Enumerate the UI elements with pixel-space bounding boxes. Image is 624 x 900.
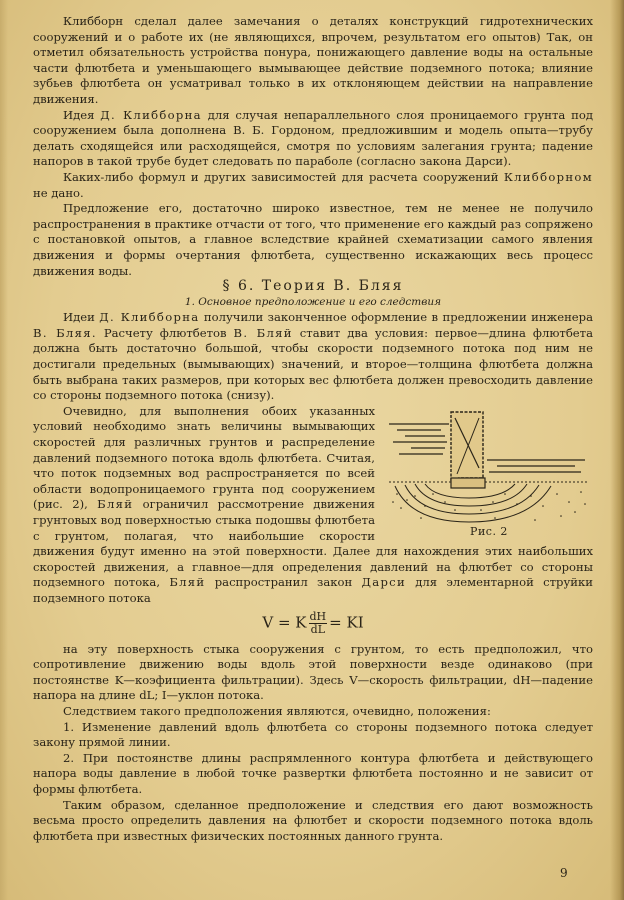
author-name-bligh: Бляй <box>97 497 134 512</box>
text-fragment: ограничил рассмотрение движения грунтовых вод поверхностью стыка подошвы флютбета с грунтом, полагая, что наибольшие скорости движения будут именно на этой поверхности. Далее для нахождения этих наибольших скоростей движения, а главное—для определения давлений на флютбет со стороны подземного потока, <box>33 497 593 590</box>
paragraph-assumption: на эту поверхность стыка сооружения с грунтом, то есть предположил, что сопротивление движению воды вдоль этой поверхности везде одинаково (при постоянстве K—коэфициента фильтрации). Здесь V—скорость фильтрации, dH—падение напора на длине dL; I—уклон потока. <box>33 641 593 703</box>
text-fragment: распространил закон <box>214 575 353 590</box>
text-fragment: не дано. <box>33 185 84 200</box>
formula-lhs: V = K <box>262 613 307 632</box>
section-title: § 6. Теория В. Бляя <box>222 278 404 295</box>
text-fragment: Каких-либо формул и других зависимостей для расчета сооружений <box>63 169 499 184</box>
text-fragment: Идея <box>63 107 95 122</box>
formula-fraction <box>309 611 328 636</box>
paragraph-proposal: Предложение его, достаточно широко известное, тем не менее не получило распространения в практике отчасти от того, что применение его каждый раз сопряжено с постановкой опытов, а главное вследствие крайней схематизации самого явления движения и формы очертания флютбета, существенно искажающих весь процесс движения воды. <box>33 201 593 278</box>
figure-block <box>33 404 593 607</box>
page-edge-left <box>0 0 8 900</box>
text-fragment: для элементарной струйки подземного потока <box>33 575 593 605</box>
darcy-formula <box>33 611 593 636</box>
paragraph-bligh-conditions <box>33 310 593 404</box>
upstream-water-lines <box>389 424 449 454</box>
figure-caption: Рис. 2 <box>470 525 508 539</box>
author-name-bligh: Бляй <box>169 575 206 590</box>
soil-texture <box>392 491 586 521</box>
text-fragment: Идеи <box>63 310 95 325</box>
paragraph-no-formulas <box>33 170 593 201</box>
text-fragment: получили законченное оформление в предложении инженера <box>203 310 594 325</box>
text-fragment: Очевидно, для выполнения обоих указанных условий необходимо знать величины вымывающих скоростей для различных грунтов и распределение давлений подземного потока вдоль флютбета. Считая, что поток подземных вод распространяется по всей области водопроницаемого грунта под сооружением (рис. 2), <box>33 403 375 512</box>
author-name-darcy: Дарси <box>361 575 406 590</box>
page-body <box>33 14 593 844</box>
text-fragment: для случая непараллельного слоя проницаемого грунта под сооружением была дополнена В. Б. Гордоном, предложившим и модель опыта—трубу делать сходящейся или расходящейся, смотря по условиям залегания грунта; падение напоров в такой трубе будет следовать по параболе (согласно закона Дарси). <box>33 107 594 169</box>
page-number: 9 <box>560 866 568 880</box>
list-item-consequence-2: 2. При постоянстве длины распрямленного контура флютбета и действующего напора воды давление в любой точке развертки флютбета постоянно и не зависит от формы флютбета. <box>33 750 593 796</box>
author-name-clibborn: Д. Клибборна <box>99 310 200 325</box>
text-fragment: Расчету флютбетов <box>103 325 227 340</box>
author-name-bligh: В. Бляй <box>233 325 293 340</box>
formula-denominator: dL <box>310 622 326 636</box>
author-name-clibborn: Д. Клибборна <box>100 107 202 122</box>
text-fragment: ставит два условия: первое—длина флютбета должна быть достаточно большой, чтобы скорости подземного потока под ним не достигали предельных (вымывающих) значений, и второе—толщина флютбета должна быть выбрана таких размеров, при которых вес флютбета должен превосходить давление со стороны подземного потока (снизу). <box>33 325 593 403</box>
paragraph-clibborn-remarks: Клибборн сделал далее замечания о деталях конструкций гидротехнических сооружений и о работе их (не являющихся, впрочем, результатом его опытов) Так, он отметил обязательность устройства понура, понижающего давление воды на остальные части флютбета и уменьшающего вымывающее действие подземного потока; влияние зубьев флютбета он усматривал только в их отклоняющем действии на направление движения. <box>33 14 593 106</box>
author-name-bligh: В. Бляя. <box>33 325 97 340</box>
paragraph-gordon <box>33 108 593 170</box>
seepage-flow-lines <box>395 484 551 522</box>
paragraph-conclusion: Таким образом, сделанное предположение и следствия его дают возможность весьма просто определить давления на флютбет и скорости подземного потока вдоль флютбета при известных физических постоянных данного грунта. <box>33 797 593 843</box>
dam-structure <box>451 412 485 488</box>
paragraph-consequences-intro: Следствием такого предположения являются, очевидно, положения: <box>63 703 491 718</box>
downstream-water-lines <box>487 460 585 472</box>
author-name-clibborn: Клибборном <box>503 169 593 184</box>
formula-rhs: = KI <box>329 613 364 632</box>
figure-2 <box>385 408 593 540</box>
figure-2-drawing <box>385 408 593 540</box>
subsection-title: 1. Основное предположение и его следствия <box>184 295 442 308</box>
formula-numerator: dH <box>309 609 327 623</box>
page-edge-right <box>610 0 624 900</box>
list-item-consequence-1: 1. Изменение давлений вдоль флютбета со стороны подземного потока следует закону прямой линии. <box>33 719 593 750</box>
